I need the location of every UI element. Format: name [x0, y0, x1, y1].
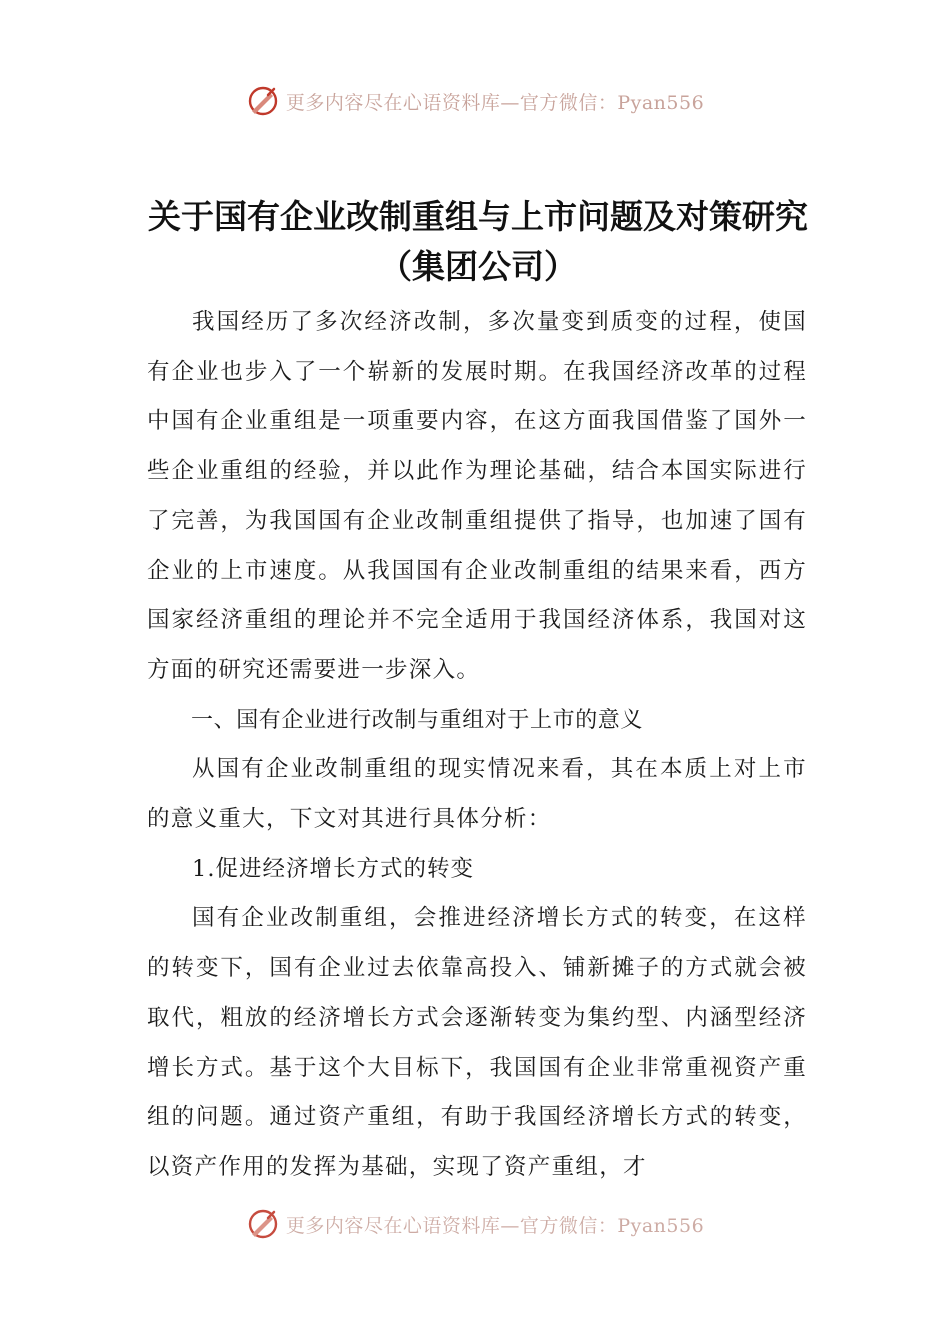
watermark-text: 更多内容尽在心语资料库—官方微信：Pyan556 [285, 91, 705, 114]
header-watermark [0, 84, 950, 118]
footer-watermark [0, 1207, 950, 1241]
watermark-text: 更多内容尽在心语资料库—官方微信：Pyan556 [285, 1214, 705, 1237]
paragraph-section-1: 从国有企业改制重组的现实情况来看，其在本质上对上市的意义重大，下文对其进行具体分析： [147, 756, 807, 833]
pen-logo-icon [246, 1207, 280, 1241]
paragraph-intro: 我国经历了多次经济改制，多次量变到质变的过程，使国有企业也步入了一个崭新的发展时期。在我国经济改革的过程中国有企业重组是一项重要内容，在这方面我国借鉴了国外一些企业重组的经验，并以此作为理论基础，结合本国实际进行了完善，为我国国有企业改制重组提供了指导，也加速了国有企业的上市速度。从我国国有企业改制重组的结果来看，西方国家经济重组的理论并不完全适用于我国经济体系，我国对这方面的研究还需要进一步深入。 [147, 309, 807, 683]
subheading-1-1: 1.促进经济增长方式的转变 [192, 855, 474, 882]
pen-logo-icon [246, 84, 280, 118]
document-title: 关于国有企业改制重组与上市问题及对策研究（集团公司） [148, 197, 808, 286]
document-body [147, 298, 807, 1193]
section-heading-1: 一、国有企业进行改制与重组对于上市的意义 [191, 707, 644, 733]
paragraph-subsection-1-1: 国有企业改制重组，会推进经济增长方式的转变，在这样的转变下，国有企业过去依靠高投入、铺新摊子的方式就会被取代，粗放的经济增长方式会逐渐转变为集约型、内涵型经济增长方式。基于这个大目标下，我国国有企业非常重视资产重组的问题。通过资产重组，有助于我国经济增长方式的转变，以资产作用的发挥为基础，实现了资产重组，才 [147, 905, 807, 1180]
